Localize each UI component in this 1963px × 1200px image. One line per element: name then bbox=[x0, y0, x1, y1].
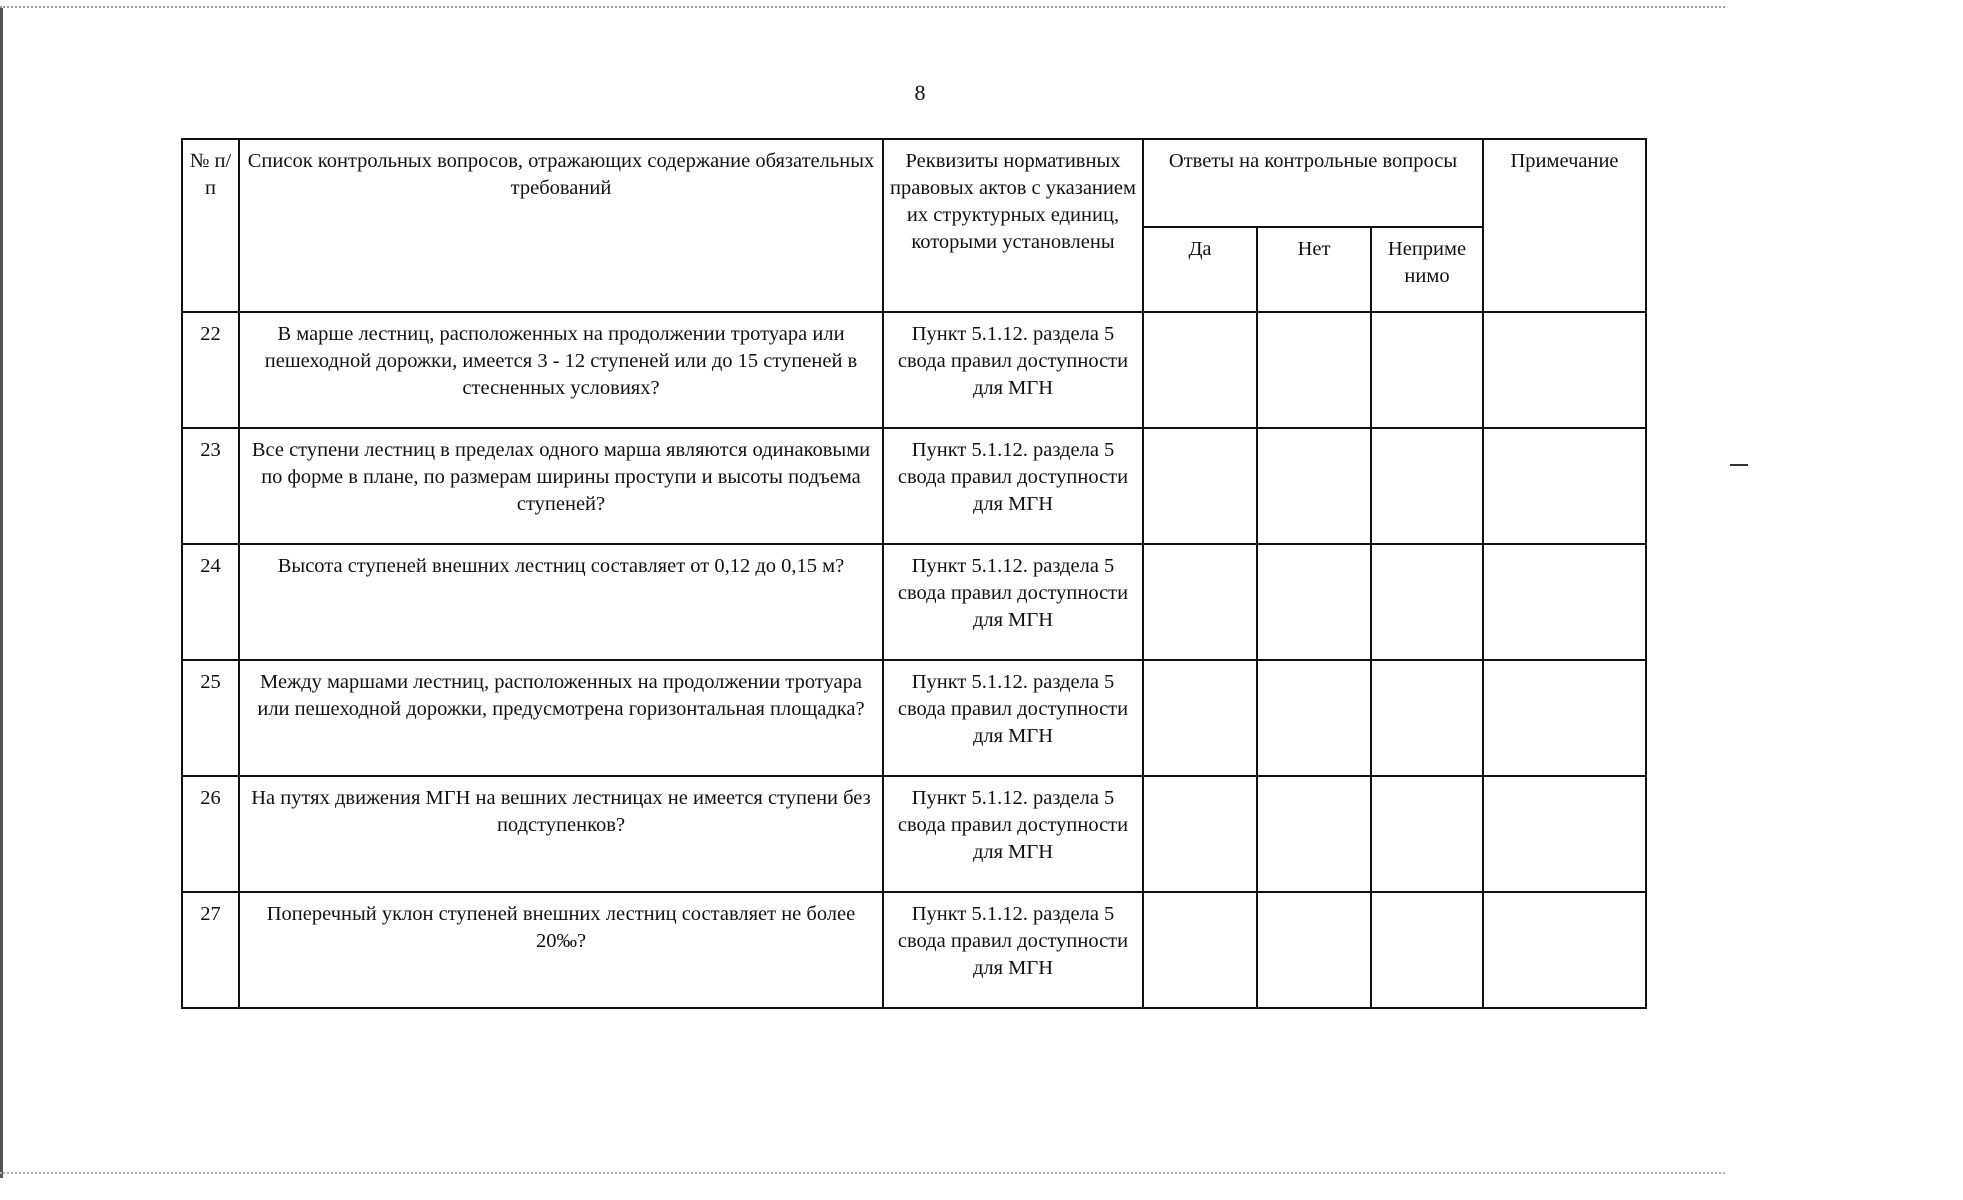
scan-edge-left bbox=[0, 8, 3, 1178]
answer-no-cell[interactable] bbox=[1257, 428, 1371, 544]
answer-no-cell[interactable] bbox=[1257, 892, 1371, 1008]
answer-no-cell[interactable] bbox=[1257, 544, 1371, 660]
row-number: 27 bbox=[182, 892, 239, 1008]
header-questions: Список контрольных вопросов, отражающих содержание обязательных требований bbox=[239, 139, 883, 312]
scan-edge-top bbox=[0, 6, 1725, 8]
page-number: 8 bbox=[914, 80, 926, 105]
table-row bbox=[182, 892, 1646, 1008]
table-row bbox=[182, 776, 1646, 892]
header-requisites bbox=[883, 139, 1143, 312]
answer-no-cell[interactable] bbox=[1257, 660, 1371, 776]
row-number: 25 bbox=[182, 660, 239, 776]
question-cell: Высота ступеней внешних лестниц составляет от 0,12 до 0,15 м? bbox=[239, 544, 883, 660]
answer-yes-cell[interactable] bbox=[1143, 428, 1257, 544]
margin-mark bbox=[1730, 464, 1748, 466]
table-row bbox=[182, 428, 1646, 544]
requisite-cell: Пункт 5.1.12. раздела 5 свода правил доступности для МГН bbox=[883, 660, 1143, 776]
answer-na-cell[interactable] bbox=[1371, 428, 1483, 544]
scan-edge-bottom bbox=[0, 1172, 1725, 1174]
answer-yes-cell[interactable] bbox=[1143, 776, 1257, 892]
question-cell: Поперечный уклон ступеней внешних лестниц составляет не более 20‰? bbox=[239, 892, 883, 1008]
question-cell: На путях движения МГН на вешних лестницах не имеется ступени без подступенков? bbox=[239, 776, 883, 892]
answer-na-cell[interactable] bbox=[1371, 312, 1483, 428]
answer-yes-cell[interactable] bbox=[1143, 892, 1257, 1008]
note-cell[interactable] bbox=[1483, 776, 1646, 892]
table-row bbox=[182, 660, 1646, 776]
note-cell[interactable] bbox=[1483, 660, 1646, 776]
header-num: № п/п bbox=[182, 139, 239, 312]
header-requisites-text: Реквизиты нормативных правовых актов с указанием их структурных единиц, которыми установлены bbox=[890, 150, 1136, 253]
requisite-cell: Пункт 5.1.12. раздела 5 свода правил доступности для МГН bbox=[883, 428, 1143, 544]
note-cell[interactable] bbox=[1483, 544, 1646, 660]
checklist-table bbox=[181, 138, 1647, 1009]
header-answers: Ответы на контрольные вопросы bbox=[1143, 139, 1483, 227]
requisite-cell: Пункт 5.1.12. раздела 5 свода правил доступности для МГН bbox=[883, 544, 1143, 660]
row-number: 22 bbox=[182, 312, 239, 428]
answer-yes-cell[interactable] bbox=[1143, 660, 1257, 776]
header-no: Нет bbox=[1257, 227, 1371, 312]
answer-na-cell[interactable] bbox=[1371, 776, 1483, 892]
answer-na-cell[interactable] bbox=[1371, 892, 1483, 1008]
question-cell: Все ступени лестниц в пределах одного марша являются одинаковыми по форме в плане, по размерам ширины проступи и высоты подъема ступеней? bbox=[239, 428, 883, 544]
table-row bbox=[182, 312, 1646, 428]
note-cell[interactable] bbox=[1483, 428, 1646, 544]
header-not-applicable: Неприме нимо bbox=[1371, 227, 1483, 312]
row-number: 26 bbox=[182, 776, 239, 892]
requisite-cell: Пункт 5.1.12. раздела 5 свода правил доступности для МГН bbox=[883, 776, 1143, 892]
table-row bbox=[182, 544, 1646, 660]
row-number: 23 bbox=[182, 428, 239, 544]
header-yes: Да bbox=[1143, 227, 1257, 312]
question-cell: В марше лестниц, расположенных на продолжении тротуара или пешеходной дорожки, имеется 3 - 12 ступеней или до 15 ступеней в стесненных условиях? bbox=[239, 312, 883, 428]
row-number: 24 bbox=[182, 544, 239, 660]
answer-yes-cell[interactable] bbox=[1143, 312, 1257, 428]
question-cell: Между маршами лестниц, расположенных на продолжении тротуара или пешеходной дорожки, предусмотрена горизонтальная площадка? bbox=[239, 660, 883, 776]
answer-na-cell[interactable] bbox=[1371, 544, 1483, 660]
note-cell[interactable] bbox=[1483, 892, 1646, 1008]
answer-yes-cell[interactable] bbox=[1143, 544, 1257, 660]
answer-no-cell[interactable] bbox=[1257, 776, 1371, 892]
answer-no-cell[interactable] bbox=[1257, 312, 1371, 428]
requisite-cell: Пункт 5.1.12. раздела 5 свода правил доступности для МГН bbox=[883, 892, 1143, 1008]
answer-na-cell[interactable] bbox=[1371, 660, 1483, 776]
requisite-cell: Пункт 5.1.12. раздела 5 свода правил доступности для МГН bbox=[883, 312, 1143, 428]
note-cell[interactable] bbox=[1483, 312, 1646, 428]
header-note: Примечание bbox=[1483, 139, 1646, 312]
